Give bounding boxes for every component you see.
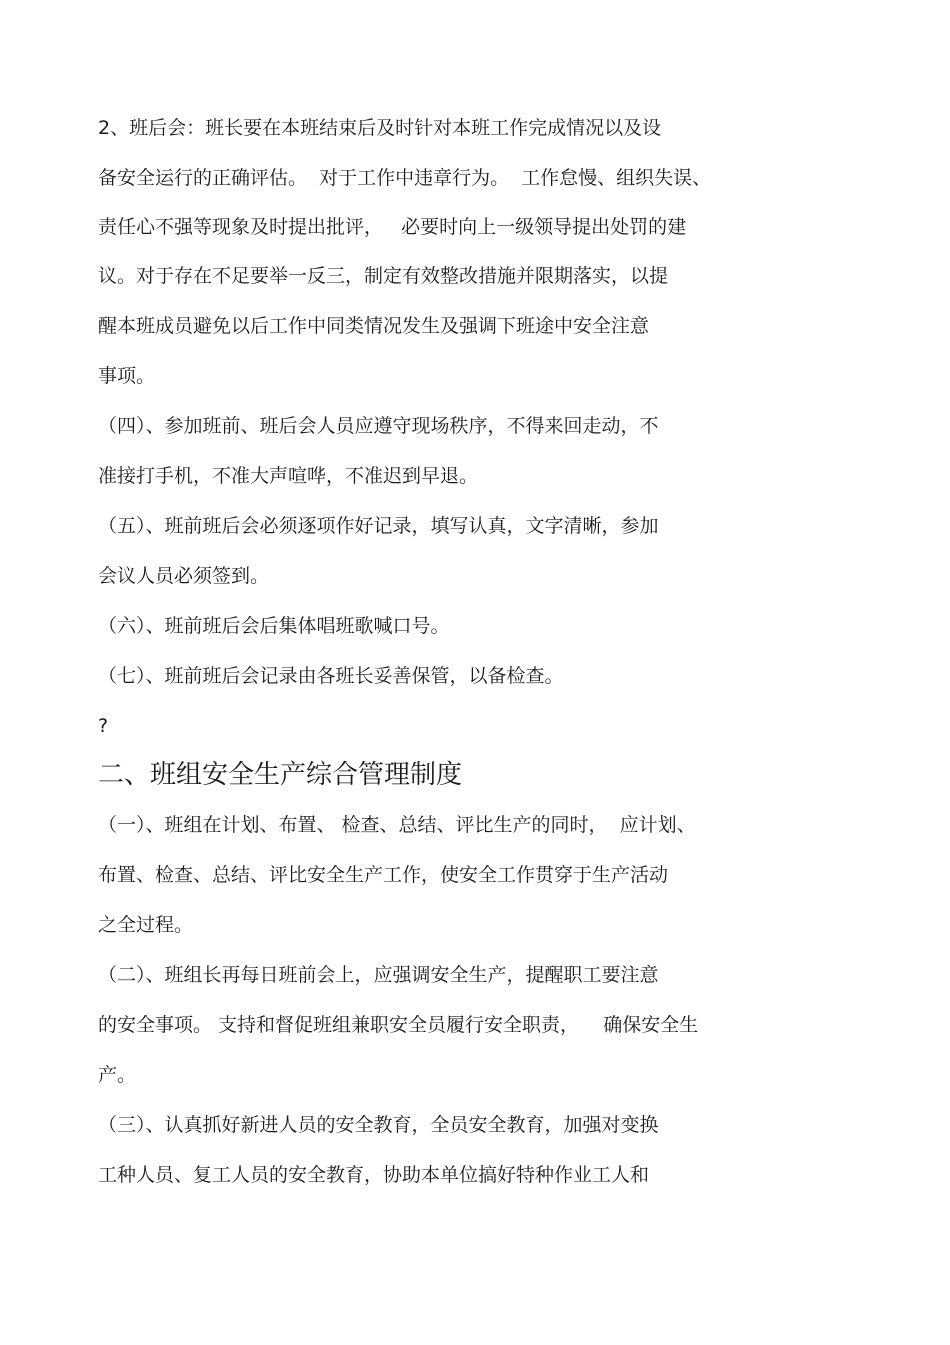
text-line: （二）、班组长再每日班前会上，应强调安全生产，提醒职工要注意 (98, 964, 659, 986)
text-line: 工种人员、复工人员的安全教育，协助本单位搞好特种作业工人和 (98, 1164, 650, 1186)
text-line: 准接打手机，不准大声喧哗，不准迟到早退。 (98, 465, 479, 487)
text-line: 责任心不强等现象及时提出批评， 必要时向上一级领导提出处罚的建 (98, 216, 687, 238)
text-line: 2、班后会：班长要在本班结束后及时针对本班工作完成情况以及设 (98, 117, 662, 139)
text-line: （六）、班前班后会后集体唱班歌喊口号。 (98, 615, 450, 637)
text-line: 备安全运行的正确评估。 对于工作中违章行为。 工作怠慢、组织失误、 (98, 167, 712, 189)
text-line: 事项。 (98, 365, 156, 387)
text-line: （五）、班前班后会必须逐项作好记录，填写认真，文字清晰，参加 (98, 515, 659, 537)
text-line: 议。对于存在不足要举一反三，制定有效整改措施并限期落实，以提 (98, 265, 669, 287)
text-line: 产。 (98, 1064, 137, 1086)
text-line: 的安全事项。 支持和督促班组兼职安全员履行安全职责， 确保安全生 (98, 1014, 699, 1036)
text-line: 醒本班成员避免以后工作中同类情况发生及强调下班途中安全注意 (98, 315, 650, 337)
text-line: （七）、班前班后会记录由各班长妥善保管，以备检查。 (98, 665, 564, 687)
text-line: 布置、检查、总结、评比安全生产工作，使安全工作贯穿于生产活动 (98, 864, 669, 886)
text-line: 会议人员必须签到。 (98, 565, 270, 587)
text-line: （三）、认真抓好新进人员的安全教育，全员安全教育，加强对变换 (98, 1114, 659, 1136)
text-line: （四）、参加班前、班后会人员应遵守现场秩序，不得来回走动，不 (98, 415, 659, 437)
text-line: ? (98, 715, 109, 737)
text-line: 之全过程。 (98, 914, 194, 936)
text-line: （一）、班组在计划、布置、 检查、总结、评比生产的同时， 应计划、 (98, 814, 696, 836)
section-heading: 二、班组安全生产综合管理制度 (98, 760, 463, 790)
